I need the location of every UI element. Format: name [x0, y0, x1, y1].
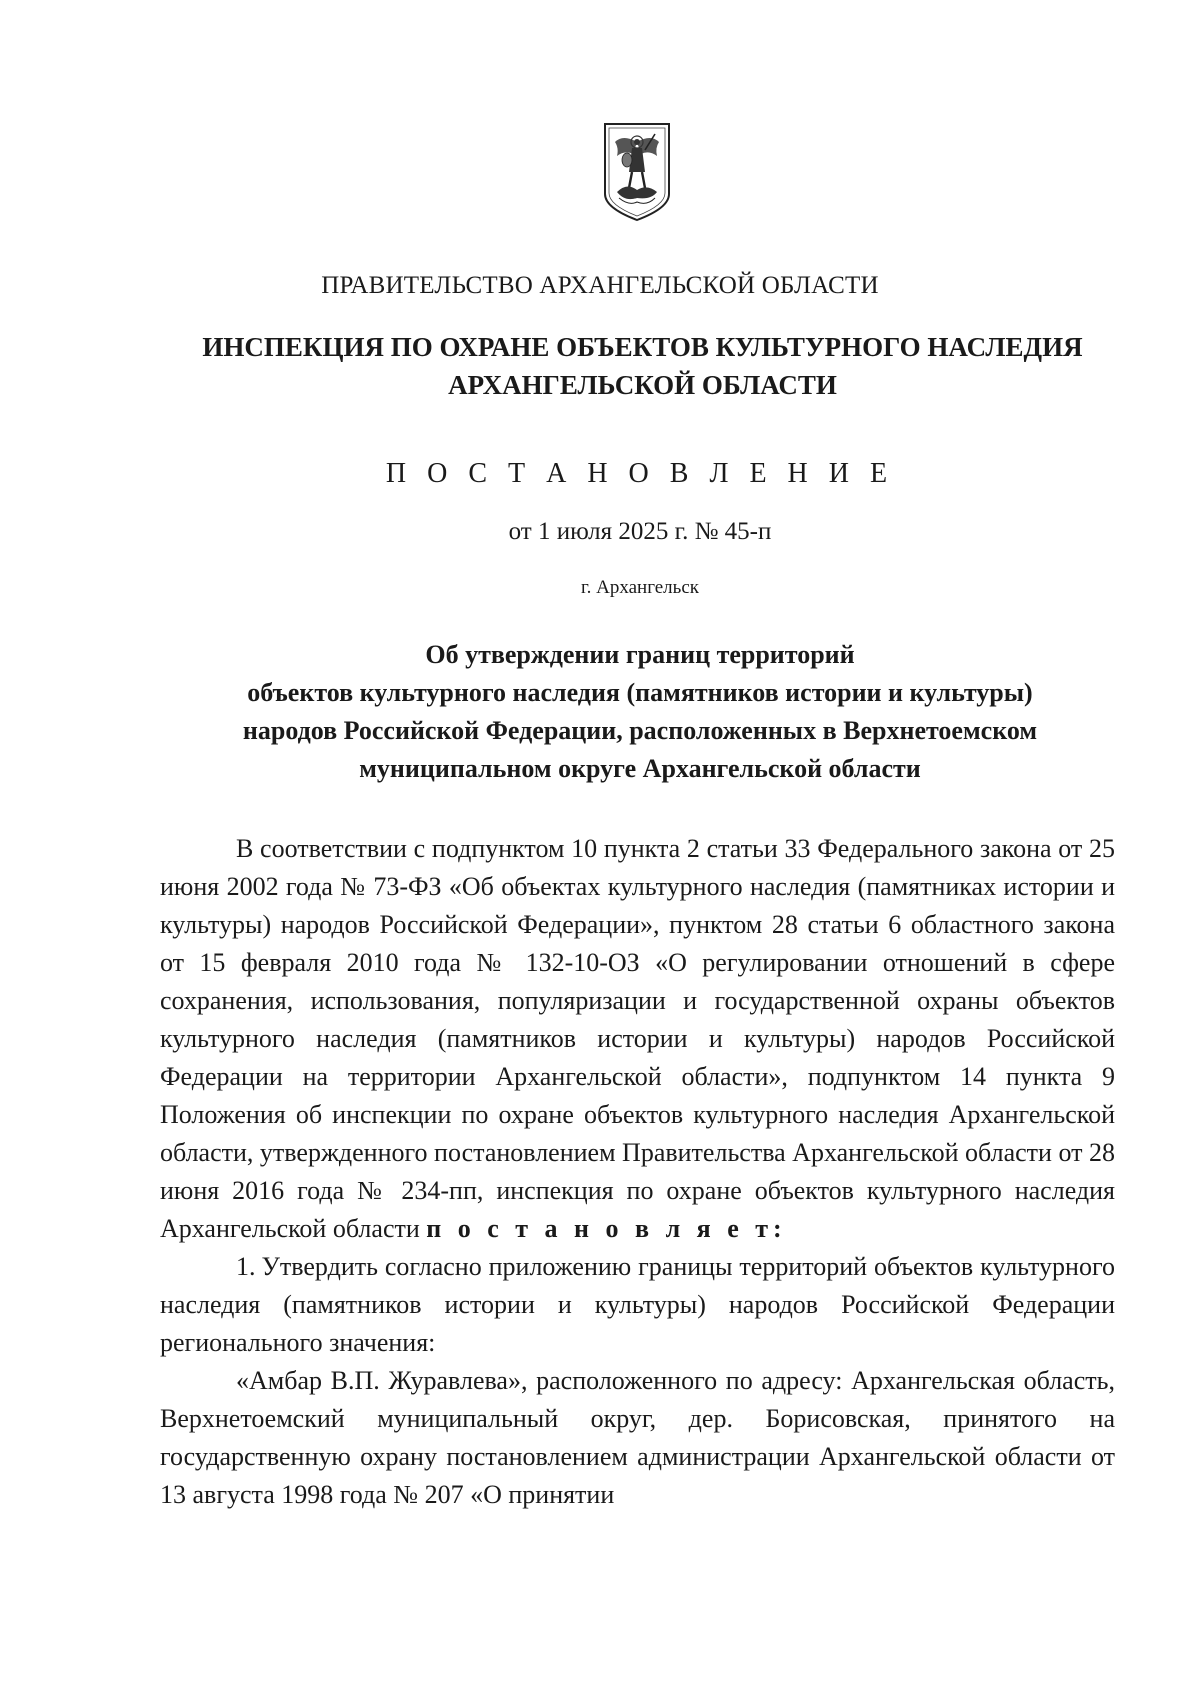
government-name: ПРАВИТЕЛЬСТВО АРХАНГЕЛЬСКОЙ ОБЛАСТИ: [321, 272, 879, 299]
object-1-text: «Амбар В.П. Журавлева», расположенного по адресу: Архангельская область, Верхнетоемский муниципальный округ, дер. Борисовская, принятого на государственную охрану постановлением администрации Архангельской области от 13 августа 1998 года № 207 «О принятии: [160, 1366, 1115, 1509]
document-city: г. Архангельск: [580, 577, 699, 598]
object-1-paragraph: [160, 1362, 1115, 1514]
coat-of-arms-icon: [601, 120, 673, 224]
document-body: [160, 830, 1115, 1514]
resolves-word: п о с т а н о в л я е т:: [426, 1214, 787, 1243]
item-1-text: Утвердить согласно приложению границы территорий объектов культурного наследия (памятников истории и культуры) народов Российской Федерации регионального значения:: [160, 1252, 1115, 1357]
inspection-name-line-1: ИНСПЕКЦИЯ ПО ОХРАНЕ ОБЪЕКТОВ КУЛЬТУРНОГО НАСЛЕДИЯ: [202, 332, 1083, 362]
document-title: [160, 636, 1120, 788]
document-title-line-1: Об утверждении границ территорий: [425, 640, 855, 669]
inspection-name-line-2: АРХАНГЕЛЬСКОЙ ОБЛАСТИ: [448, 370, 837, 400]
preamble-text: В соответствии с подпунктом 10 пункта 2 статьи 33 Федерального закона от 25 июня 2002 года № 73-ФЗ «Об объектах культурного наследия (памятниках истории и культуры) народов Российской Федерации», пунктом 28 статьи 6 областного закона от 15 февраля 2010 года № 132-10-ОЗ «О регулировании отношений в сфере сохранения, использования, популяризации и государственной охраны объектов культурного наследия (памятников истории и культуры) народов Российской Федерации на территории Архангельской области», подпунктом 14 пункта 9 Положения об инспекции по охране объектов культурного наследия Архангельской области, утвержденного постановлением Правительства Архангельской области от 28 июня 2016 года № 234-пп, инспекция по охране объектов культурного наследия Архангельской области: [160, 834, 1115, 1243]
document-title-line-2: объектов культурного наследия (памятников истории и культуры): [247, 678, 1033, 707]
item-1-paragraph: [160, 1248, 1115, 1362]
inspection-name: [150, 328, 1135, 404]
document-title-line-3: народов Российской Федерации, расположенных в Верхнетоемском: [242, 716, 1038, 745]
item-1-number: 1.: [236, 1252, 256, 1281]
document-date-number: от 1 июля 2025 г. № 45-п: [508, 518, 772, 545]
document-title-line-4: муниципальном округе Архангельской области: [359, 754, 921, 783]
preamble-paragraph: [160, 830, 1115, 1248]
document-type: П О С Т А Н О В Л Е Н И Е: [385, 458, 895, 489]
